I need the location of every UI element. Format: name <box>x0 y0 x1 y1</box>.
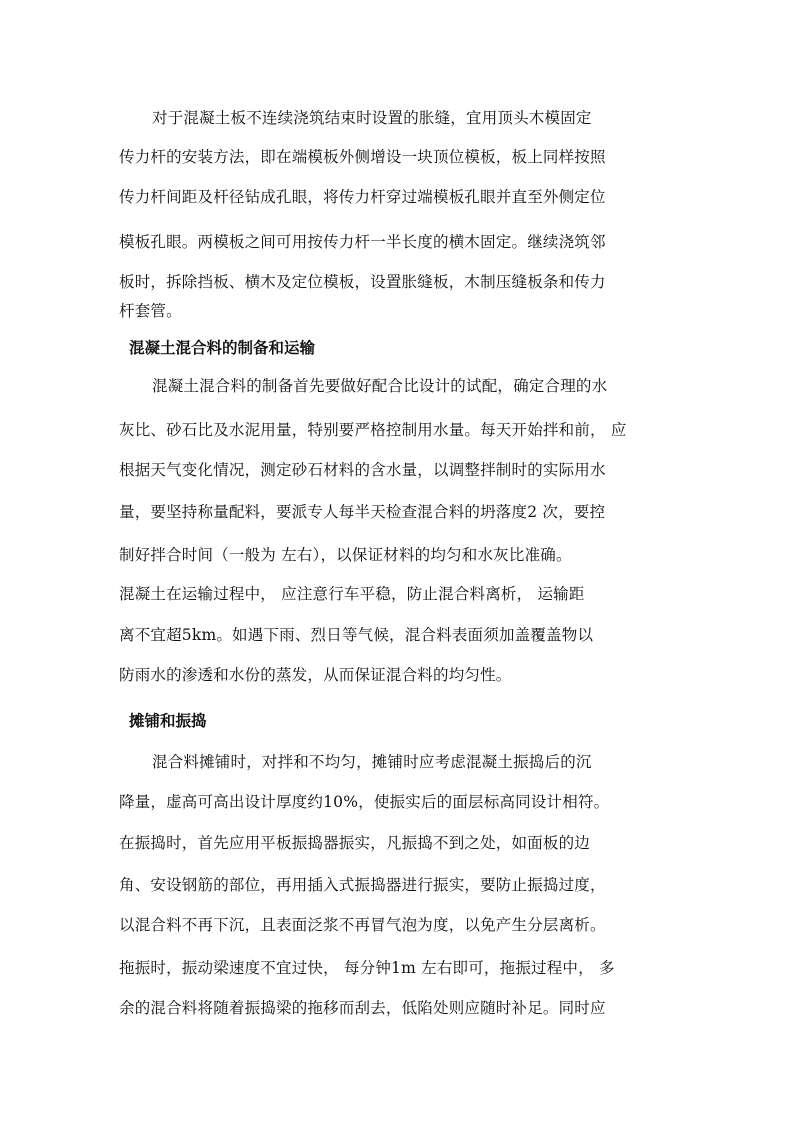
paragraph-line: 对于混凝土板不连续浇筑结束时设置的胀缝，宜用顶头木模固定 <box>152 109 592 127</box>
paragraph-line: 灰比、砂石比及水泥用量，特别要严格控制用水量。每天开始拌和前， 应 <box>119 421 627 439</box>
paragraph-line: 量，要坚持称量配料，要派专人每半天检查混合料的坍落度2 次，要控 <box>119 503 606 521</box>
paragraph-line: 离不宜超5km。如遇下雨、烈日等气候，混合料表面须加盖覆盖物以 <box>119 626 594 644</box>
paragraph-line: 混合料摊铺时，对拌和不均匀，摊铺时应考虑混凝土振捣后的沉 <box>152 753 592 771</box>
paragraph-line: 杆套管。 <box>119 302 182 320</box>
paragraph-line: 降量，虚高可高出设计厚度约10%，使振实后的面层标高同设计相符。 <box>119 793 610 811</box>
paragraph-line: 拖振时，振动梁速度不宜过快， 每分钟1m 左右即可，拖振过程中， 多 <box>119 959 615 977</box>
paragraph-line: 在振捣时，首先应用平板振捣器振实，凡振捣不到之处，如面板的边 <box>119 834 591 852</box>
paragraph-line: 传力杆的安装方法，即在端模板外侧增设一块顶位模板，板上同样按照 <box>119 148 606 166</box>
paragraph-line: 余的混合料将随着振捣梁的拖移而刮去，低陷处则应随时补足。同时应 <box>119 999 606 1017</box>
paragraph-line: 角、安设钢筋的部位，再用插入式振捣器进行振实，要防止振捣过度， <box>119 876 606 894</box>
paragraph-line: 混凝土在运输过程中， 应注意行车平稳，防止混合料离析， 运输距 <box>119 585 585 603</box>
paragraph-line: 制好拌合时间（一般为 左右），以保证材料的均匀和水灰比准确。 <box>119 546 572 564</box>
paragraph-line: 以混合料不再下沉，且表面泛浆不再冒气泡为度，以免产生分层离析。 <box>119 916 606 934</box>
paragraph-line: 根据天气变化情况，测定砂石材料的含水量，以调整拌制时的实际用水 <box>119 461 606 479</box>
paragraph-line: 传力杆间距及杆径钻成孔眼，将传力杆穿过端模板孔眼并直至外侧定位 <box>119 188 606 206</box>
section-heading: 混凝土混合料的制备和运输 <box>129 338 316 357</box>
paragraph-line: 板时，拆除挡板、横木及定位模板，设置胀缝板，木制压缝板条和传力 <box>119 273 606 291</box>
paragraph-line: 混凝土混合料的制备首先要做好配合比设计的试配，确定合理的水 <box>152 377 608 395</box>
paragraph-line: 防雨水的渗透和水份的蒸发，从而保证混合料的均匀性。 <box>119 666 512 684</box>
section-heading: 摊铺和振捣 <box>129 711 207 730</box>
paragraph-line: 模板孔眼。两模板之间可用按传力杆一半长度的横木固定。继续浇筑邻 <box>119 233 606 251</box>
